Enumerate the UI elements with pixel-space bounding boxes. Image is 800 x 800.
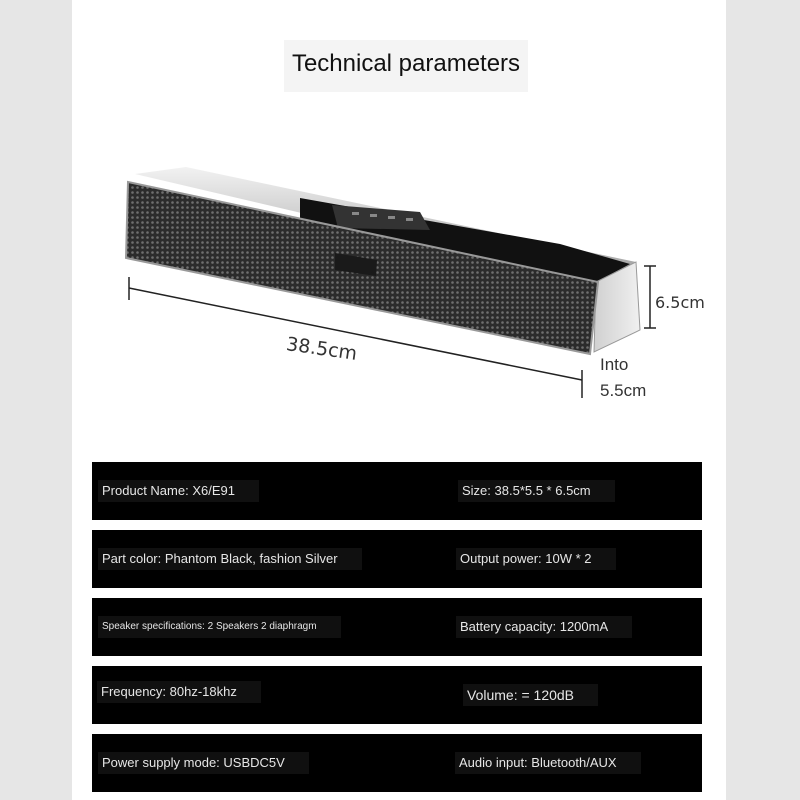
spec-cell: [456, 598, 632, 656]
height-dimension-label: 6.5cm: [655, 293, 705, 312]
spec-cell: [456, 530, 616, 588]
spec-cell: [98, 734, 309, 792]
width-dimension-label: 38.5cm: [284, 333, 359, 365]
spec-cell: [98, 462, 259, 520]
button-icon: [406, 218, 413, 221]
spec-frequency: Frequency: 80hz-18khz: [97, 681, 261, 703]
button-icon: [352, 212, 359, 215]
spec-volume: Volume: = 120dB: [463, 684, 598, 706]
spec-size: Size: 38.5*5.5 * 6.5cm: [458, 480, 615, 502]
spec-speaker: Speaker specifications: 2 Speakers 2 diaphragm: [98, 616, 341, 638]
spec-cell: [463, 666, 598, 724]
spec-battery: Battery capacity: 1200mA: [456, 616, 632, 638]
spec-cell: [98, 598, 341, 656]
spec-cell: [458, 462, 615, 520]
spec-cell: [97, 666, 261, 724]
depth-dimension-label: Into 5.5cm: [600, 355, 647, 400]
spec-row: [92, 734, 702, 792]
spec-audio-input: Audio input: Bluetooth/AUX: [455, 752, 641, 774]
spec-output-power: Output power: 10W * 2: [456, 548, 616, 570]
button-icon: [370, 214, 377, 217]
page-title: Technical parameters: [291, 50, 521, 77]
spec-product-name: Product Name: X6/E91: [98, 480, 259, 502]
spec-row: [92, 530, 702, 588]
button-icon: [388, 216, 395, 219]
spec-row: [92, 462, 702, 520]
spec-cell: [455, 734, 641, 792]
spec-part-color: Part color: Phantom Black, fashion Silver: [98, 548, 362, 570]
spec-row: [92, 666, 702, 724]
spec-row: [92, 598, 702, 656]
spec-cell: [98, 530, 362, 588]
spec-power-supply: Power supply mode: USBDC5V: [98, 752, 309, 774]
